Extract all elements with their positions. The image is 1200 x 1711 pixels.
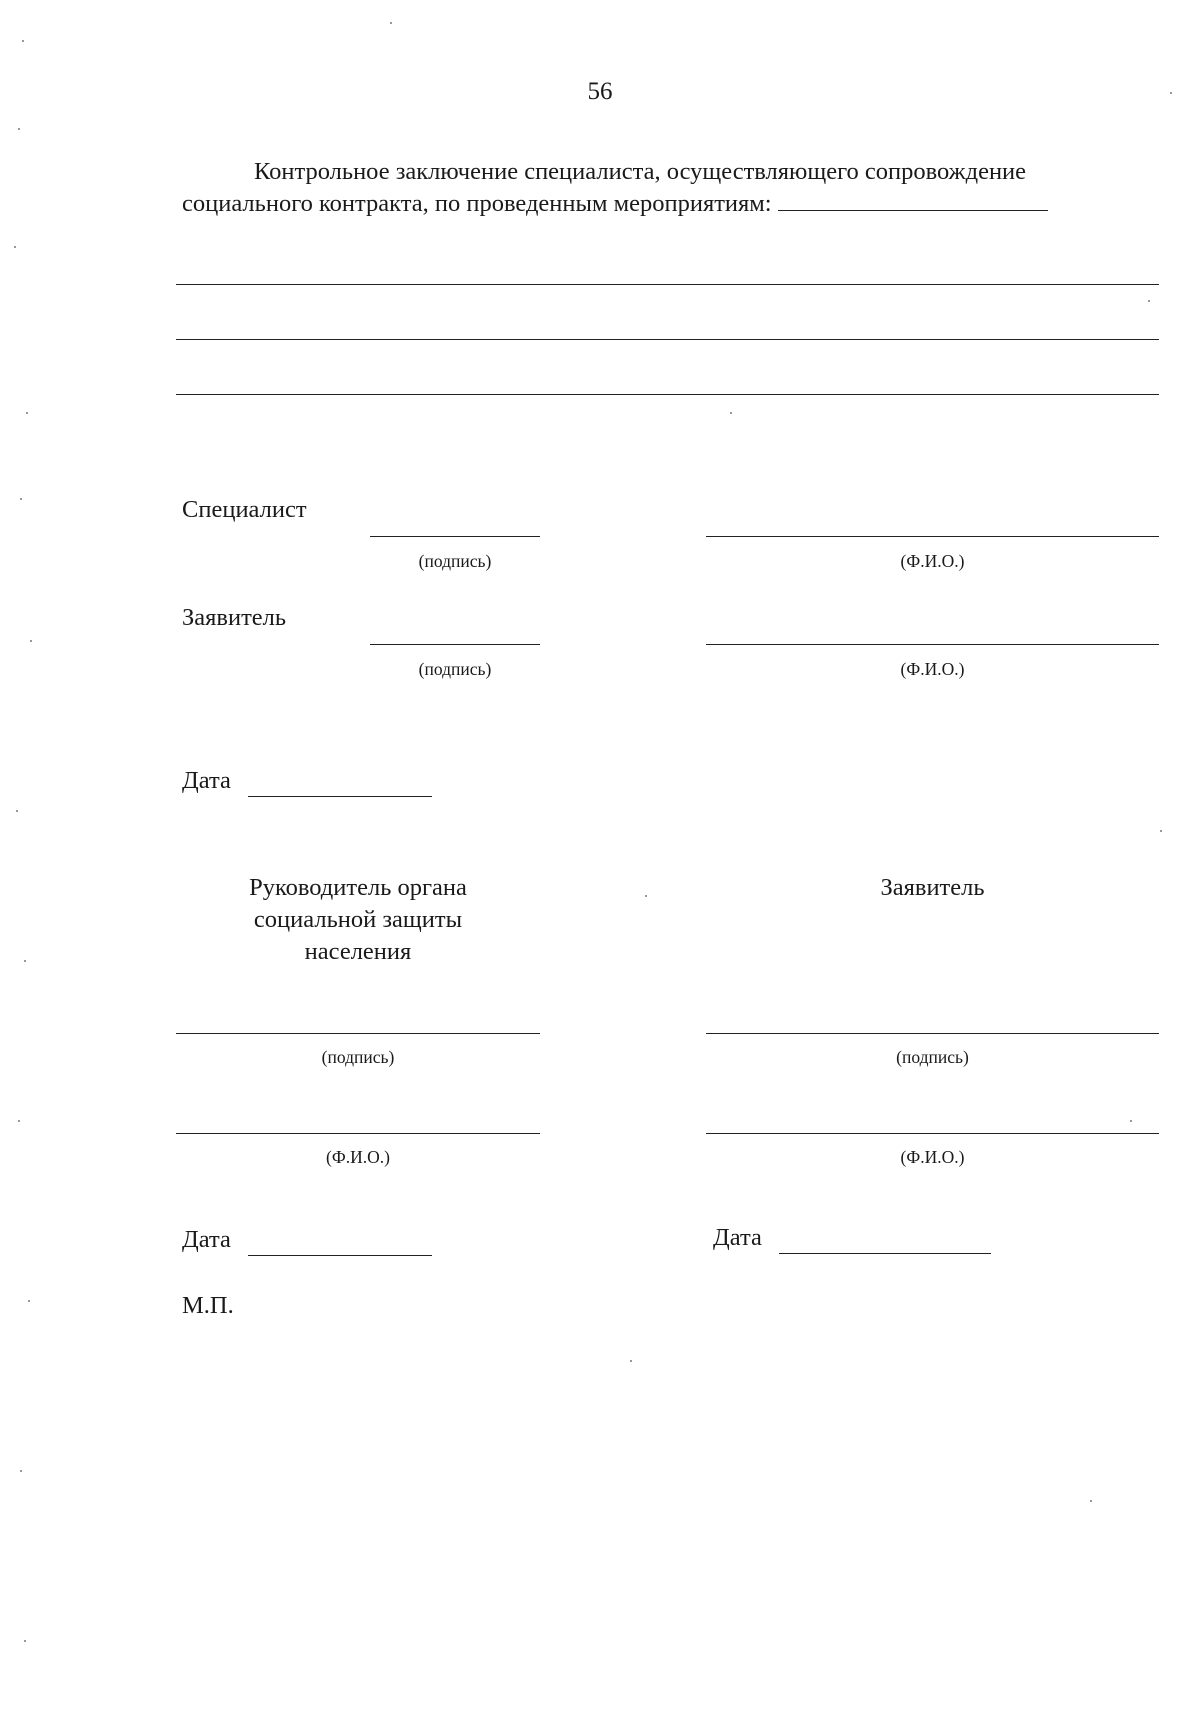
head-signature-caption: (подпись): [321, 1047, 395, 1067]
scan-speck: [26, 412, 28, 414]
intro-line-2-text: социального контракта, по проведенным мероприятиям:: [182, 190, 772, 217]
scan-speck: [730, 412, 732, 414]
scan-speck: [1090, 1500, 1092, 1502]
head-signature-line[interactable]: [176, 1033, 540, 1034]
head-title-line-2: социальной защиты: [253, 906, 463, 933]
scan-speck: [30, 640, 32, 642]
specialist-label: Специалист: [182, 496, 307, 523]
specialist-signature-caption: (подпись): [418, 551, 492, 571]
scan-speck: [1160, 830, 1162, 832]
date-line[interactable]: [248, 796, 432, 797]
scan-speck: [1170, 92, 1172, 94]
scan-speck: [24, 1640, 26, 1642]
scan-speck: [20, 1470, 22, 1472]
conclusion-line-1[interactable]: [176, 284, 1159, 285]
page-number: 56: [587, 78, 613, 105]
date-label: Дата: [182, 767, 231, 794]
head-title-line-3: населения: [304, 938, 412, 965]
scan-speck: [390, 22, 392, 24]
intro-line-1: Контрольное заключение специалиста, осуществляющего сопровождение: [254, 158, 1027, 185]
head-name-caption: (Ф.И.О.): [326, 1147, 390, 1167]
scan-speck: [1148, 300, 1150, 302]
applicant-name-line[interactable]: [706, 644, 1159, 645]
head-name-line[interactable]: [176, 1133, 540, 1134]
scan-speck: [645, 895, 647, 897]
approval-applicant-name-caption: (Ф.И.О.): [900, 1147, 965, 1167]
applicant-name-caption: (Ф.И.О.): [900, 659, 965, 679]
conclusion-inline-blank[interactable]: [778, 188, 1048, 211]
intro-paragraph: [182, 156, 1162, 220]
approval-applicant-signature-caption: (подпись): [896, 1047, 969, 1067]
scan-speck: [24, 960, 26, 962]
approval-applicant-date-label: Дата: [713, 1224, 762, 1251]
scan-speck: [630, 1360, 632, 1362]
conclusion-line-2[interactable]: [176, 339, 1159, 340]
approval-applicant-name-line[interactable]: [706, 1133, 1159, 1134]
scan-speck: [18, 1120, 20, 1122]
head-date-line[interactable]: [248, 1255, 432, 1256]
applicant-signature-caption: (подпись): [418, 659, 492, 679]
specialist-name-caption: (Ф.И.О.): [900, 551, 965, 571]
head-title-line-1: Руководитель органа: [249, 874, 467, 901]
scan-speck: [28, 1300, 30, 1302]
head-title: [176, 872, 540, 968]
specialist-name-line[interactable]: [706, 536, 1159, 537]
conclusion-line-3[interactable]: [176, 394, 1159, 395]
applicant-label: Заявитель: [182, 604, 287, 631]
approval-applicant-title: Заявитель: [880, 874, 985, 901]
head-date-label: Дата: [182, 1226, 231, 1253]
scan-speck: [14, 246, 16, 248]
scan-speck: [1130, 1120, 1132, 1122]
scan-speck: [16, 810, 18, 812]
specialist-signature-line[interactable]: [370, 536, 540, 537]
intro-line-2: [182, 188, 1162, 220]
scan-speck: [22, 40, 24, 42]
approval-applicant-date-line[interactable]: [779, 1253, 991, 1254]
stamp-label: М.П.: [182, 1292, 234, 1319]
approval-applicant-signature-line[interactable]: [706, 1033, 1159, 1034]
scan-speck: [18, 128, 20, 130]
applicant-signature-line[interactable]: [370, 644, 540, 645]
scan-speck: [20, 498, 22, 500]
